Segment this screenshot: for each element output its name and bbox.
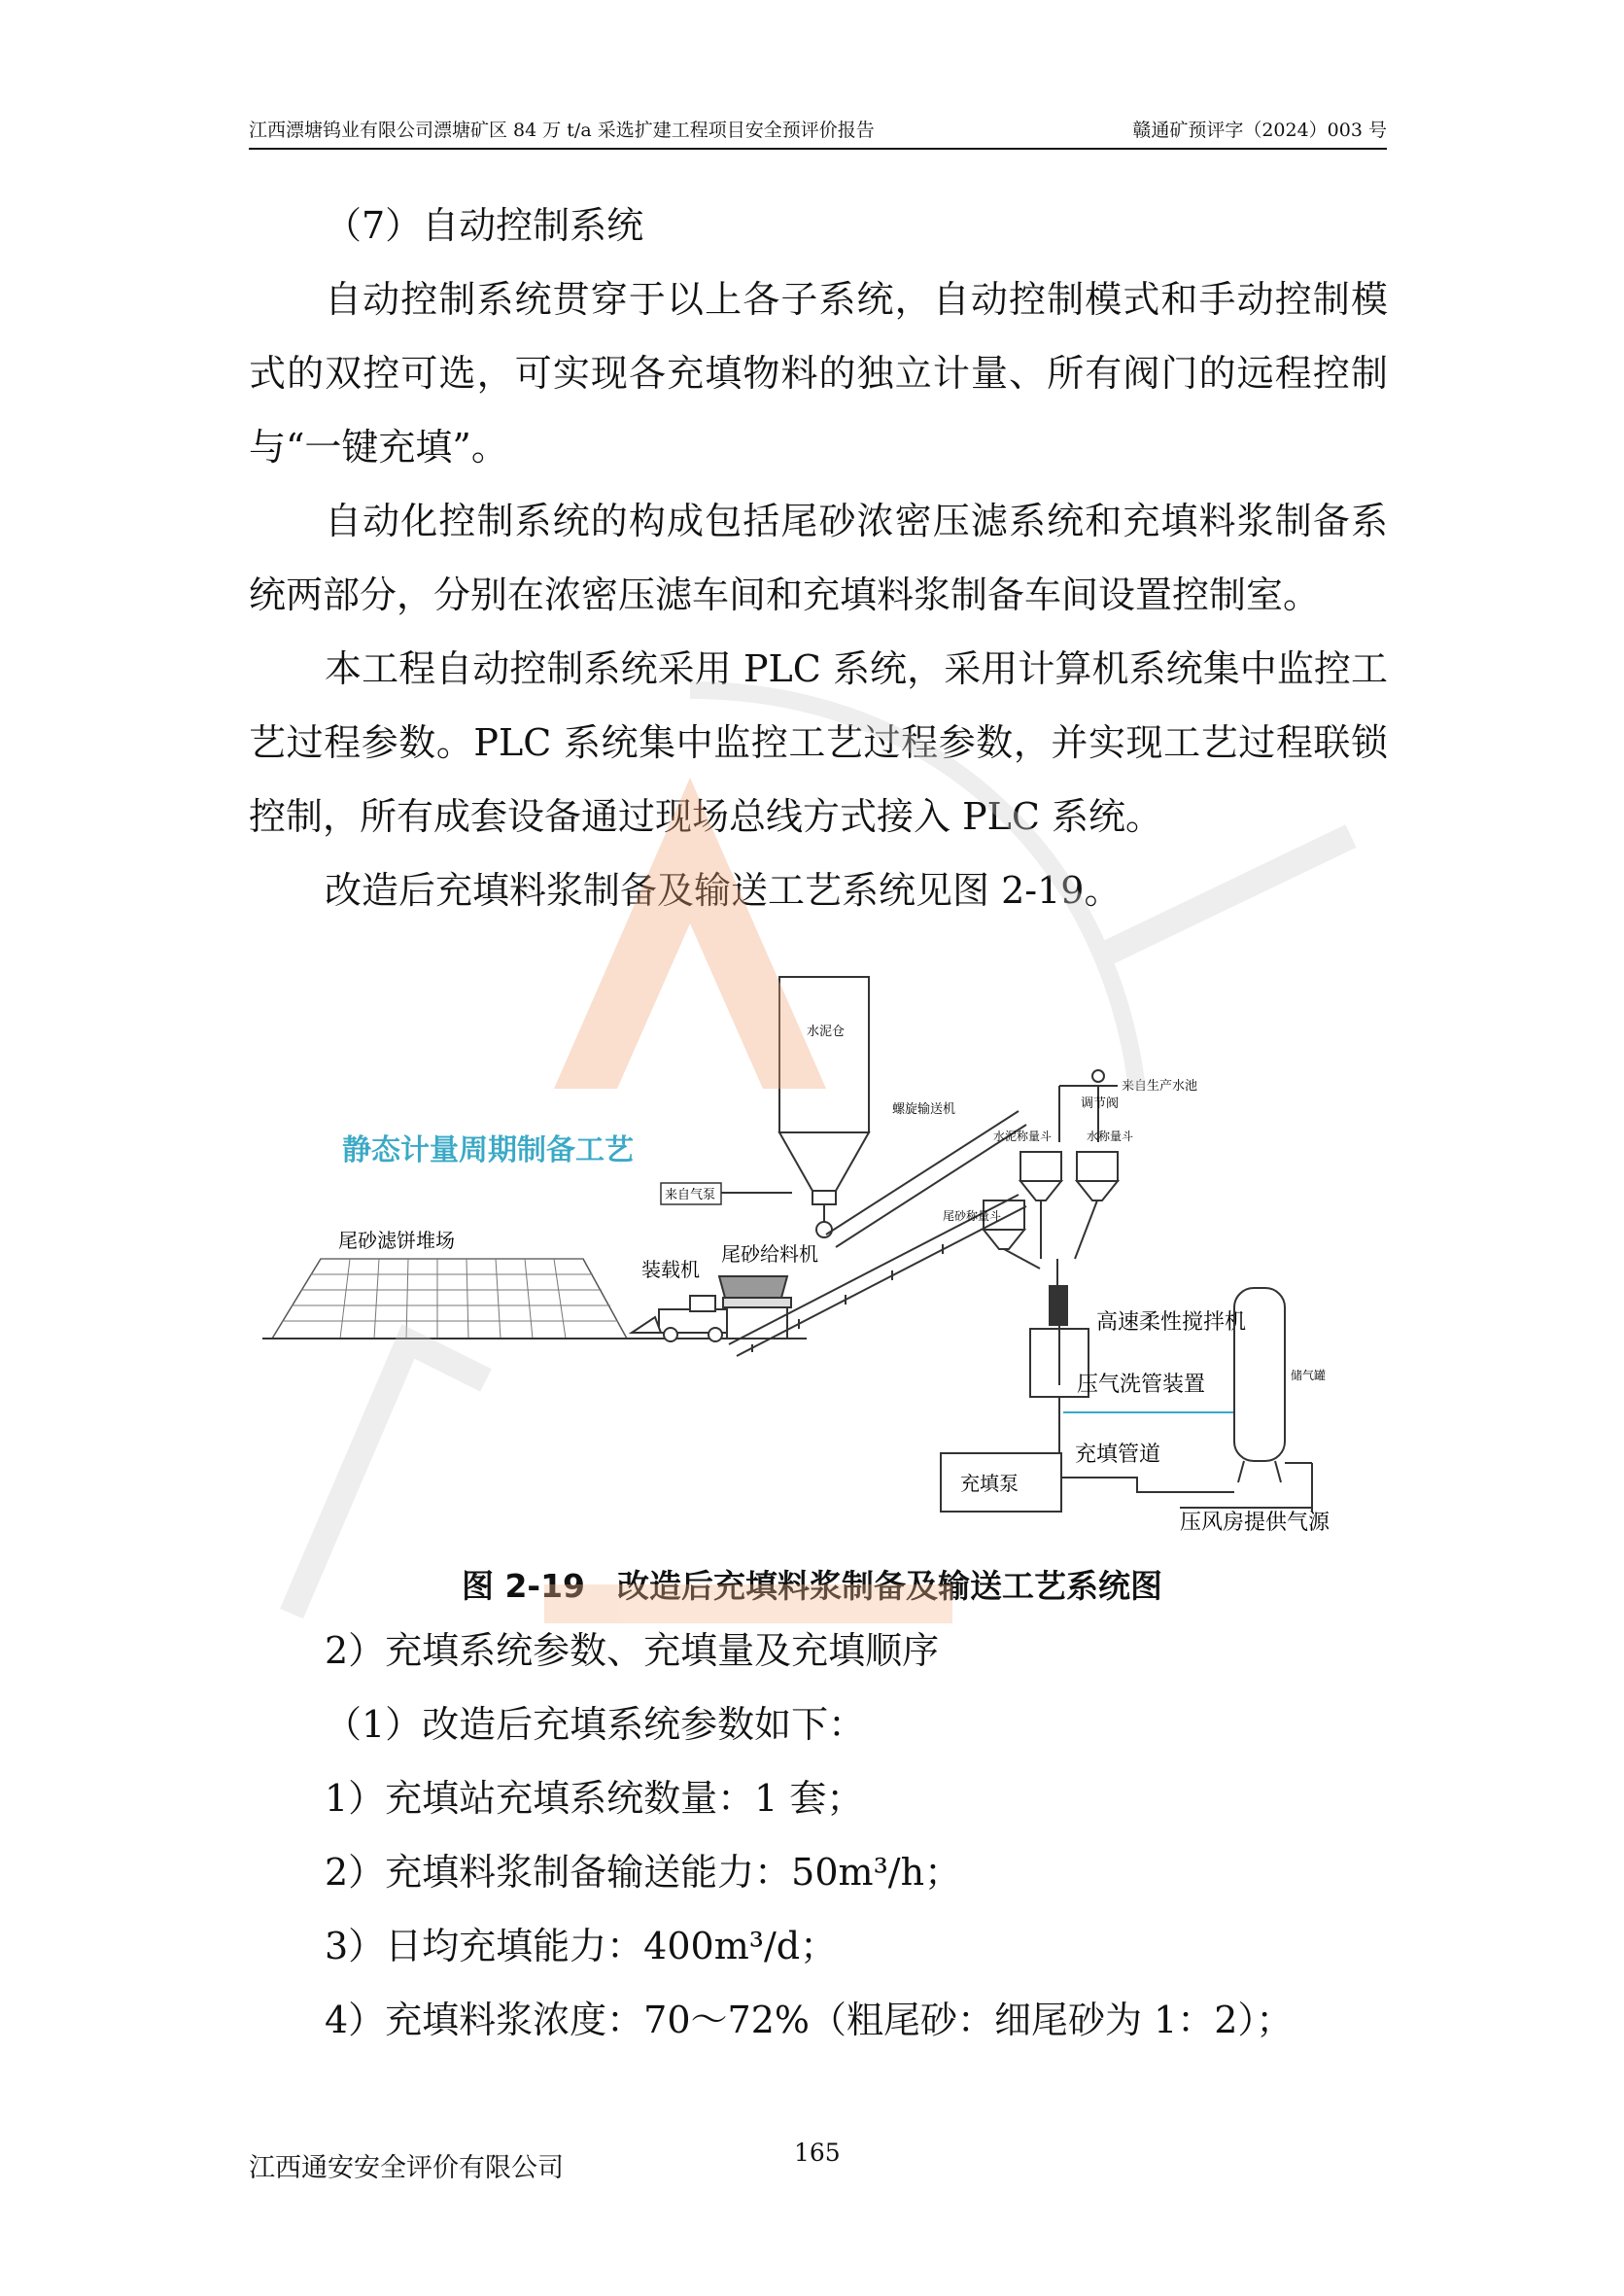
air-source-label: 压风房提供气源 — [1180, 1511, 1330, 1535]
filter-cake-yard — [272, 1259, 627, 1339]
tank-label: 储气罐 — [1291, 1369, 1327, 1382]
param-item-4: 4）充填料浆浓度：70～72%（粗尾砂：细尾砂为 1：2）； — [325, 1999, 1294, 2041]
air-wash-label: 压气洗管装置 — [1077, 1373, 1206, 1397]
process-diagram — [262, 967, 1380, 1550]
weighing-hoppers — [984, 1152, 1118, 1288]
mixer-label: 高速柔性搅拌机 — [1096, 1310, 1247, 1335]
filter-yard-label: 尾砂滤饼堆场 — [338, 1229, 455, 1252]
figure-caption: 图 2-19 改造后充填料浆制备及输送工艺系统图 — [461, 1567, 1163, 1605]
param-item-2: 2）充填料浆制备输送能力：50m³/h； — [325, 1851, 962, 1894]
paragraph-3: 本工程自动控制系统采用 PLC 系统，采用计算机系统集中监控工艺过程参数。PLC 系统集中监控工艺过程参数，并实现工艺过程联锁控制，所有成套设备通过现场总线方式接入 PLC 系统。 — [249, 647, 1388, 838]
footer-company: 江西通安安全评价有限公司 — [249, 2153, 564, 2183]
paragraph-1: 自动控制系统贯穿于以上各子系统，自动控制模式和手动控制模式的双控可选，可实现各充填物料的独立计量、所有阀门的远程控制与“一键充填”。 — [249, 278, 1388, 469]
water-hopper-label: 水称量斗 — [1087, 1130, 1134, 1143]
section-heading: （7）自动控制系统 — [325, 204, 644, 247]
cement-hopper-label: 水泥称量斗 — [993, 1130, 1053, 1143]
screw-conveyor-label: 螺旋输送机 — [892, 1102, 956, 1117]
page-header — [249, 115, 1387, 150]
loader-label: 装载机 — [641, 1258, 700, 1281]
fill-pump-label: 充填泵 — [960, 1472, 1019, 1495]
tailings-hopper-label: 尾砂称量斗 — [943, 1209, 1002, 1223]
cement-silo-label: 水泥仓 — [807, 1025, 846, 1039]
paragraph-2: 自动化控制系统的构成包括尾砂浓密压滤系统和充填料浆制备系统两部分，分别在浓密压滤车间和充填料浆制备车间设置控制室。 — [249, 500, 1388, 616]
from-pond-label: 来自生产水池 — [1122, 1079, 1198, 1094]
subsection-heading: 2）充填系统参数、充填量及充填顺序 — [325, 1629, 940, 1672]
pipeline-label: 充填管道 — [1075, 1443, 1161, 1467]
figure-title: 静态计量周期制备工艺 — [342, 1133, 634, 1167]
loader — [632, 1296, 727, 1341]
valve-label: 调节阀 — [1081, 1096, 1120, 1111]
feeder-label: 尾砂给料机 — [721, 1242, 818, 1266]
header-title: 江西漂塘钨业有限公司漂塘矿区 84 万 t/a 采选扩建工程项目安全预评价报告 — [249, 120, 875, 141]
cement-silo — [779, 977, 869, 1237]
tailings-feeder — [719, 1276, 791, 1339]
mixer — [1030, 1286, 1088, 1453]
header-doc-number: 赣通矿预评字（2024）003 号 — [1132, 120, 1387, 141]
air-pump-label: 来自气泵 — [665, 1188, 716, 1202]
paragraph-4: 改造后充填料浆制备及输送工艺系统见图 2-19。 — [325, 869, 1122, 912]
parameters-heading: （1）改造后充填系统参数如下： — [325, 1703, 866, 1746]
page-number: 165 — [794, 2139, 841, 2167]
param-item-1: 1）充填站充填系统数量：1 套； — [325, 1777, 864, 1820]
param-item-3: 3）日均充填能力：400m³/d； — [325, 1925, 838, 1967]
